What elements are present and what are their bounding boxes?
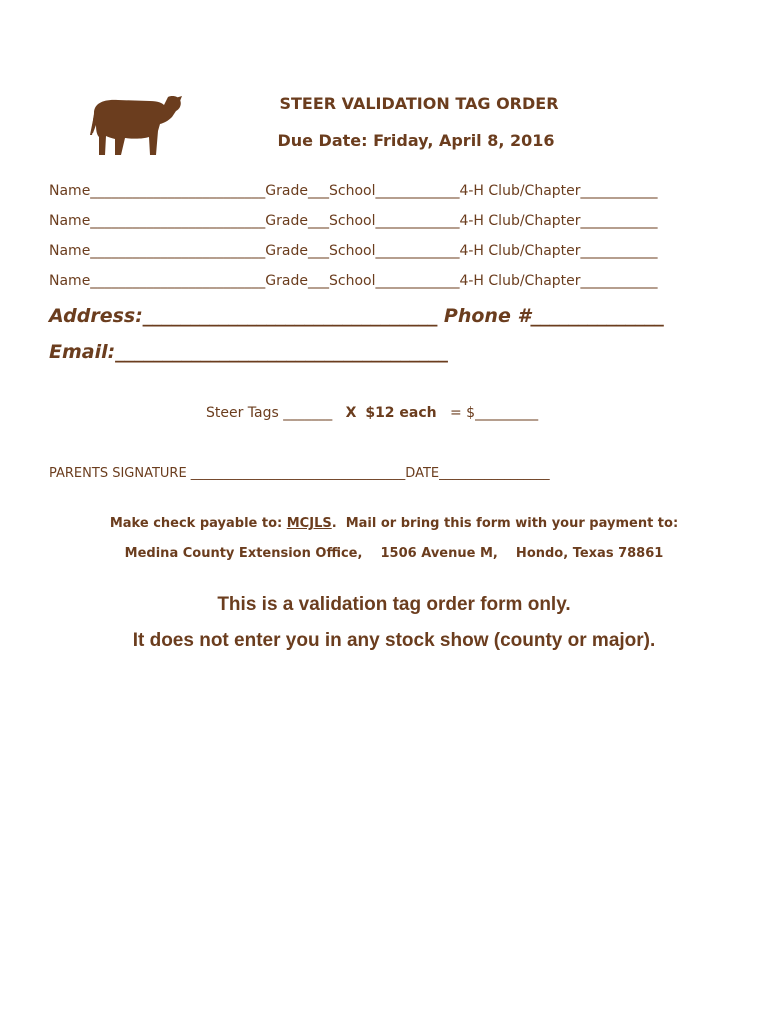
student-row-3[interactable]: Name_________________________Grade___School____________4-H Club/Chapter___________ — [49, 243, 658, 259]
signature-date-line[interactable]: PARENTS SIGNATURE _________________________________DATE_________________ — [49, 466, 550, 481]
student-row-1[interactable]: Name_________________________Grade___School____________4-H Club/Chapter___________ — [49, 183, 658, 199]
steer-tags-line[interactable] — [206, 405, 538, 421]
notice-line-2: It does not enter you in any stock show (county or major). — [132, 630, 656, 651]
payment-suffix: . Mail or bring this form with your payment to: — [331, 516, 679, 531]
address-phone-line[interactable]: Address:_______________________________ Phone #______________ — [49, 305, 664, 327]
student-row-4[interactable]: Name_________________________Grade___School____________4-H Club/Chapter___________ — [49, 273, 658, 289]
mailing-address: Medina County Extension Office, 1506 Avenue M, Hondo, Texas 78861 — [124, 546, 664, 561]
email-line[interactable]: Email:___________________________________ — [49, 341, 448, 363]
payee: MCJLS — [286, 516, 332, 531]
form-title: STEER VALIDATION TAG ORDER — [279, 94, 559, 113]
payment-instructions — [0, 516, 770, 531]
notice-line-1: This is a validation tag order form only. — [217, 594, 571, 615]
tags-total: = $_________ — [450, 405, 539, 421]
steer-tags-label: Steer Tags _______ — [206, 405, 333, 421]
due-date: Due Date: Friday, April 8, 2016 — [277, 131, 555, 150]
price-each: $12 each — [365, 405, 437, 421]
multiplier: X — [345, 405, 357, 421]
payment-prefix: Make check payable to: — [109, 516, 287, 531]
student-row-2[interactable]: Name_________________________Grade___School____________4-H Club/Chapter___________ — [49, 213, 658, 229]
